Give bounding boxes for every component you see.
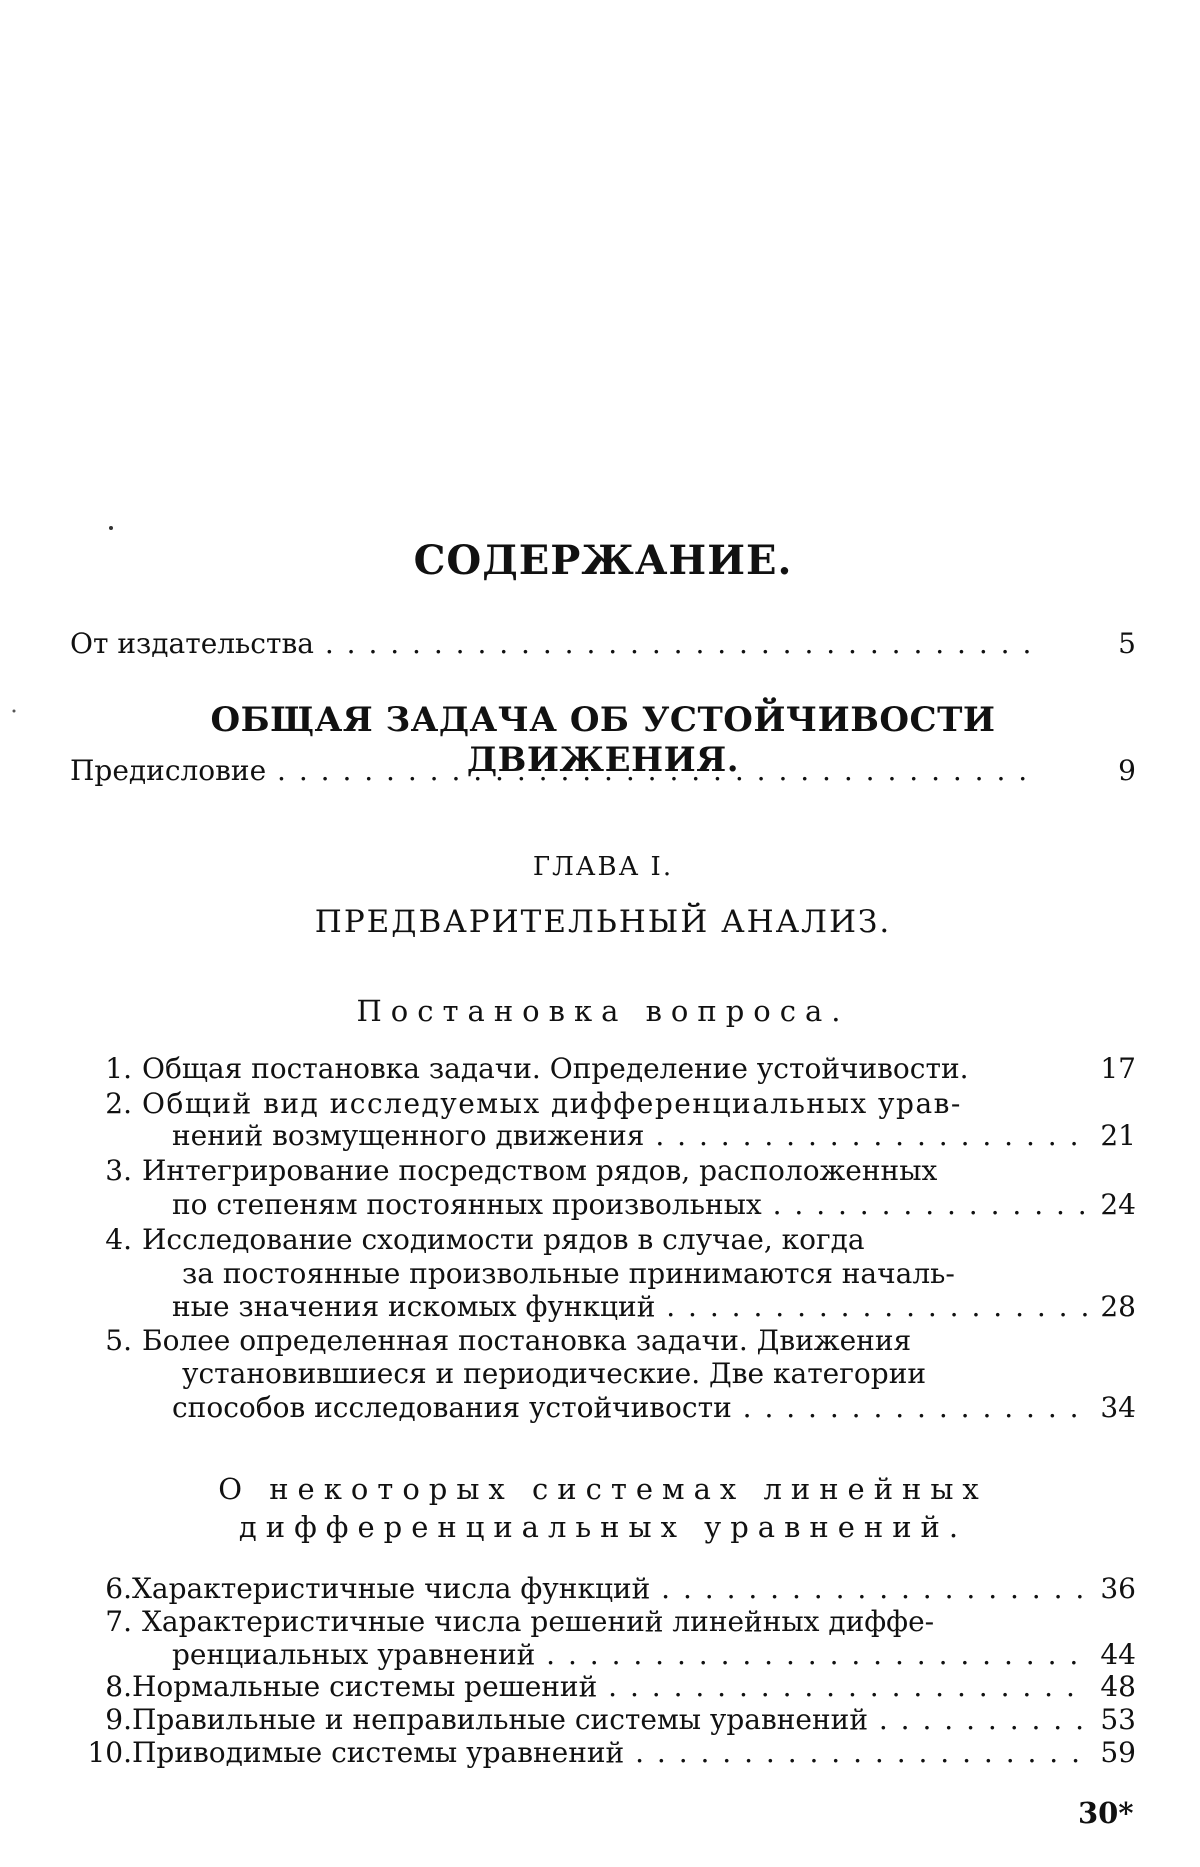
item-line: Исследование сходимости рядов в случае, когда (142, 1223, 865, 1256)
item-page: 59 (1100, 1736, 1136, 1769)
signature-mark: 30* (1078, 1796, 1134, 1830)
item-page: 48 (1100, 1670, 1136, 1703)
item-line: ные значения искомых функций . . . (132, 1290, 1092, 1324)
item-line: Характеристичные числа решений линейных диффе- (142, 1605, 935, 1638)
contents-title: СОДЕРЖАНИЕ. (413, 537, 793, 584)
toc-entry-label: От издательства . . . (70, 627, 1030, 661)
section-heading: Постановка вопроса. (356, 994, 850, 1028)
item-number: 3. (105, 1154, 132, 1187)
item-page: 53 (1100, 1703, 1136, 1736)
item-page: 44 (1100, 1638, 1136, 1671)
part-title: ОБЩАЯ ЗАДАЧА ОБ УСТОЙЧИВОСТИ ДВИЖЕНИЯ. (210, 700, 996, 780)
toc-item-5 (70, 1324, 1136, 1358)
item-number: 6. (105, 1572, 132, 1605)
toc-item-7-cont (70, 1638, 1136, 1672)
item-page: 17 (1100, 1052, 1136, 1085)
item-number: 10. (87, 1736, 132, 1769)
toc-item-4 (70, 1223, 1136, 1257)
chapter-label: ГЛАВА I. (532, 852, 674, 882)
section-heading: дифференциальных уравнений. (238, 1510, 968, 1544)
toc-item-10 (70, 1736, 1136, 1770)
item-line: за постоянные произвольные принимаются началь- (182, 1257, 955, 1290)
item-number: 8. (105, 1670, 132, 1703)
item-line: Приводимые системы уравнений . . . (132, 1736, 1082, 1770)
item-number: 2. (105, 1087, 132, 1120)
item-line: Общий вид исследуемых дифференциальных урав- (142, 1087, 962, 1120)
item-number: 9. (105, 1703, 132, 1736)
toc-entry-label: Предисловие . . . (70, 754, 1030, 788)
item-page: 34 (1100, 1391, 1136, 1424)
item-line: способов исследования устойчивости . . . (132, 1391, 1092, 1425)
item-line: нений возмущенного движения . . . (132, 1119, 1092, 1153)
toc-item-2 (70, 1087, 1136, 1121)
item-line: Общая постановка задачи. Определение устойчивости. (142, 1052, 969, 1085)
item-number: 4. (105, 1223, 132, 1256)
toc-item-9 (70, 1703, 1136, 1737)
item-line: Правильные и неправильные системы уравнений . . . (132, 1703, 1082, 1737)
item-line: установившиеся и периодические. Две категории (182, 1357, 927, 1390)
item-page: 36 (1100, 1572, 1136, 1605)
item-number: 5. (105, 1324, 132, 1357)
toc-entry-front (70, 627, 1136, 661)
item-page: 28 (1100, 1290, 1136, 1323)
toc-item-3-cont (70, 1188, 1136, 1222)
toc-item-6 (70, 1572, 1136, 1606)
item-number: 7. (105, 1605, 132, 1638)
item-line: Более определенная постановка задачи. Движения (142, 1324, 912, 1357)
item-line: ренциальных уравнений . . . (132, 1638, 1092, 1672)
toc-entry-page: 9 (1118, 754, 1136, 787)
item-line: Интегрирование посредством рядов, расположенных (142, 1154, 938, 1187)
item-line: Нормальные системы решений . . . (132, 1670, 1082, 1704)
item-line: Характеристичные числа функций . . . (132, 1572, 1082, 1606)
toc-item-1 (70, 1052, 1136, 1086)
toc-item-7 (70, 1605, 1136, 1639)
toc-item-3 (70, 1154, 1136, 1188)
section-heading: О некоторых системах линейных (218, 1472, 988, 1506)
item-line: по степеням постоянных произвольных . . . (132, 1188, 1092, 1222)
toc-entry-page: 5 (1118, 627, 1136, 660)
toc-item-4-cont2 (70, 1290, 1136, 1324)
toc-item-4-cont (70, 1257, 1136, 1291)
chapter-title: ПРЕДВАРИТЕЛЬНЫЙ АНАЛИЗ. (314, 904, 892, 940)
item-page: 21 (1100, 1119, 1136, 1152)
item-page: 24 (1100, 1188, 1136, 1221)
toc-item-2-cont (70, 1119, 1136, 1153)
item-number: 1. (105, 1052, 132, 1085)
toc-item-8 (70, 1670, 1136, 1704)
toc-item-5-cont (70, 1357, 1136, 1391)
toc-entry-preface (70, 754, 1136, 788)
toc-item-5-cont2 (70, 1391, 1136, 1425)
